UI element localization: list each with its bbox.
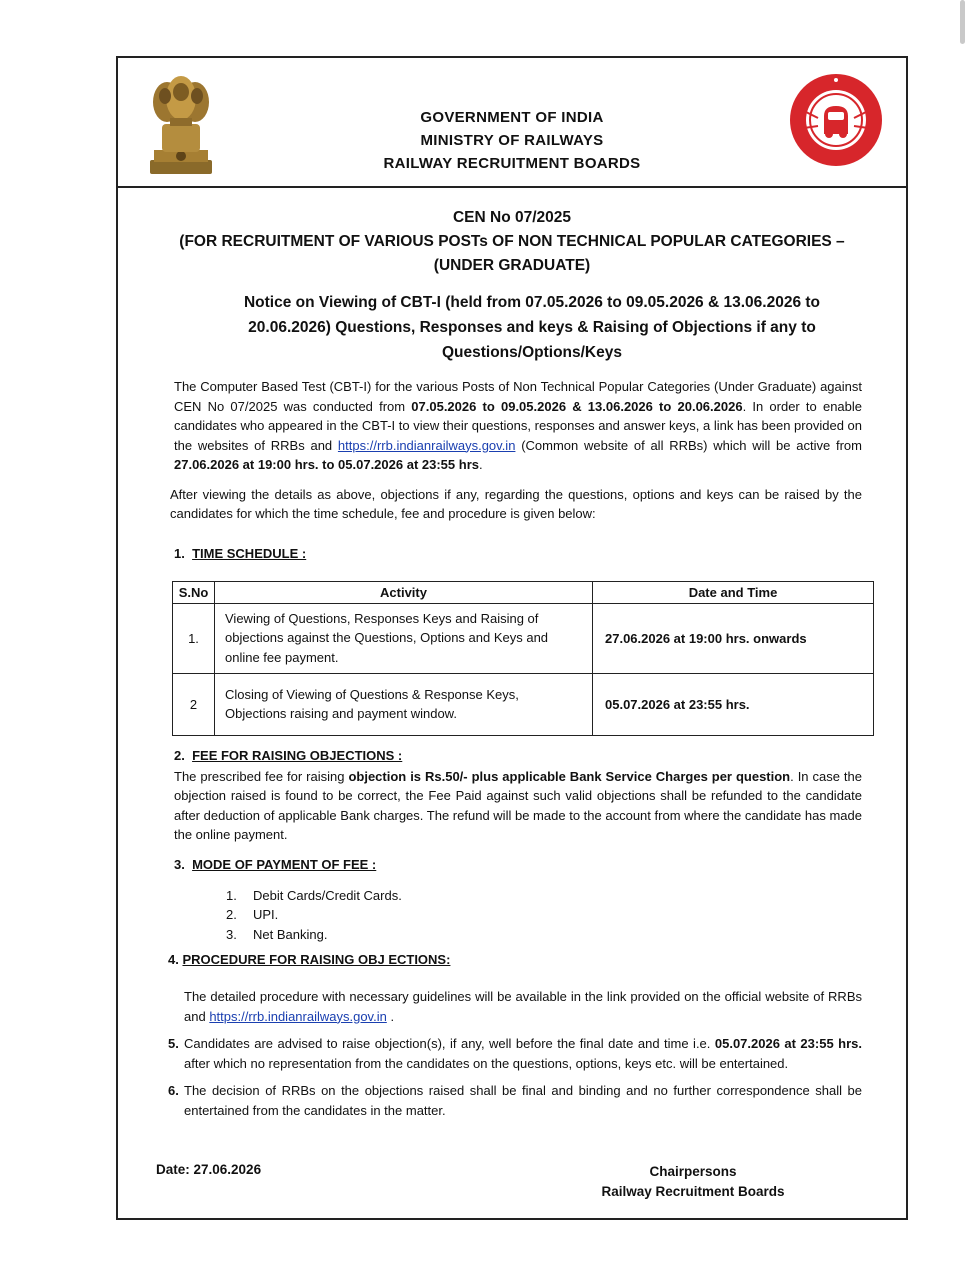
gov-line-1: GOVERNMENT OF INDIA	[420, 109, 604, 126]
item-text: Candidates are advised to raise objection(s), if any, well before the final date and time i.e.	[184, 1036, 715, 1051]
section-number: 2.	[174, 747, 185, 763]
gov-line-3: RAILWAY RECRUITMENT BOARDS	[383, 155, 641, 172]
row-activity: Viewing of Questions, Responses Keys and Raising of objections against the Questions, Options and Keys and online fee payment.	[215, 603, 593, 673]
section-time-schedule-heading	[174, 546, 906, 561]
section-title: PROCEDURE FOR RAISING OBJ ECTIONS:	[182, 952, 451, 967]
list-number: 2.	[226, 907, 237, 922]
procedure-paragraph	[184, 987, 862, 1026]
section-title: MODE OF PAYMENT OF FEE :	[192, 856, 377, 872]
item-5	[168, 1034, 862, 1073]
intro-exam-dates: 07.05.2026 to 09.05.2026 & 13.06.2026 to 20.06.2026	[411, 398, 743, 414]
intro-text: . In order to enable candidates who appeared in the CBT-I to view their questions, responses and answer keys, a link has been provided on the websites of RRBs and	[174, 398, 862, 453]
fee-text: The prescribed fee for raising	[174, 768, 349, 784]
notice-date: Date: 27.06.2026	[156, 1162, 262, 1177]
fee-amount: objection is Rs.50/- plus applicable Bank Service Charges per question	[348, 768, 791, 784]
item-6-text: The decision of RRBs on the objections raised shall be final and binding and no further correspondence shall be entertained from the candidates in the matter.	[184, 1083, 862, 1118]
notice-document	[116, 56, 908, 1220]
notice-title: Notice on Viewing of CBT-I (held from 07.05.2026 to 09.05.2026 & 13.06.2026 to 20.06.2026) Questions, Responses and keys & Raising of Objections if any to Questions/Options/Keys	[243, 294, 820, 361]
row-datetime: 27.06.2026 at 19:00 hrs. onwards	[593, 603, 874, 673]
section-title: TIME SCHEDULE :	[192, 545, 307, 561]
procedure-text: The detailed procedure with necessary guidelines will be available in the link provided on the official website of RRBs and	[184, 989, 862, 1024]
section-fee-heading	[174, 748, 906, 763]
list-text: UPI.	[253, 907, 279, 922]
signatory-title: Chairpersons	[649, 1164, 737, 1179]
cen-number: CEN No 07/2025	[452, 209, 572, 226]
intro-paragraph	[174, 377, 862, 475]
section-number: 1.	[174, 545, 185, 561]
header-activity: Activity	[215, 581, 593, 603]
row-activity: Closing of Viewing of Questions & Response Keys, Objections raising and payment window.	[215, 673, 593, 735]
list-item	[226, 905, 906, 925]
scrollbar[interactable]	[960, 0, 965, 44]
cen-subtitle-2: (UNDER GRADUATE)	[433, 257, 591, 274]
table-row	[173, 673, 874, 735]
signature-block	[558, 1162, 828, 1202]
time-schedule-table	[172, 581, 874, 736]
table-header-row	[173, 581, 874, 603]
section-number: 3.	[174, 856, 185, 872]
payment-mode-list	[226, 886, 906, 945]
row-datetime: 05.07.2026 at 23:55 hrs.	[593, 673, 874, 735]
list-text: Debit Cards/Credit Cards.	[253, 887, 402, 903]
letterhead	[118, 58, 906, 188]
intro-text: (Common website of all RRBs) which will be active from	[515, 437, 862, 453]
intro-text: .	[478, 457, 483, 472]
section-payment-heading	[174, 857, 906, 872]
list-number: 1.	[226, 887, 237, 903]
item-number: 6.	[168, 1083, 179, 1098]
item-number: 5.	[168, 1036, 179, 1051]
procedure-text: .	[386, 1008, 395, 1024]
signatory-org: Railway Recruitment Boards	[601, 1184, 785, 1199]
intro-text: The Computer Based Test (CBT-I) for the various Posts of Non Technical Popular Categories (Under Graduate) against CEN No 07/2025 was conducted from	[174, 379, 862, 414]
rrb-website-link[interactable]: https://rrb.indianrailways.gov.in	[209, 1008, 387, 1024]
section-number: 4.	[168, 952, 179, 967]
indian-railways-logo-icon	[788, 72, 884, 168]
row-sno: 2	[173, 673, 215, 735]
list-item	[226, 925, 906, 945]
item-6	[168, 1081, 862, 1120]
cen-heading	[118, 206, 906, 278]
gov-line-2: MINISTRY OF RAILWAYS	[420, 132, 604, 149]
item-text: after which no representation from the candidates on the questions, options, keys etc. will be entertained.	[184, 1055, 789, 1071]
rrb-website-link[interactable]: https://rrb.indianrailways.gov.in	[337, 437, 516, 453]
row-sno: 1.	[173, 603, 215, 673]
table-row	[173, 603, 874, 673]
section-title: FEE FOR RAISING OBJECTIONS :	[192, 747, 403, 763]
intro-active-period: 27.06.2026 at 19:00 hrs. to 05.07.2026 at 23:55 hrs	[174, 457, 479, 472]
cen-subtitle-1: (FOR RECRUITMENT OF VARIOUS POSTs OF NON TECHNICAL POPULAR CATEGORIES –	[179, 233, 845, 250]
list-text: Net Banking.	[253, 926, 328, 942]
after-paragraph: After viewing the details as above, objections if any, regarding the questions, options and keys can be raised by the candidates for which the time schedule, fee and procedure is given below:	[170, 486, 862, 521]
list-item	[226, 886, 906, 906]
item-5-text	[184, 1034, 862, 1073]
fee-text: . In case the objection raised is found to be correct, the Fee Paid against such valid objections shall be refunded to the candidate after deduction of applicable Bank charges. The refund will be made to the account from where the candidate has made the online payment.	[174, 768, 862, 842]
list-number: 3.	[226, 926, 237, 942]
header-sno: S.No	[173, 581, 215, 603]
fee-paragraph	[174, 767, 862, 845]
header-datetime: Date and Time	[593, 581, 874, 603]
notice-content	[118, 190, 906, 1120]
final-deadline: 05.07.2026 at 23:55 hrs.	[714, 1036, 862, 1051]
section-procedure-heading	[168, 952, 906, 967]
